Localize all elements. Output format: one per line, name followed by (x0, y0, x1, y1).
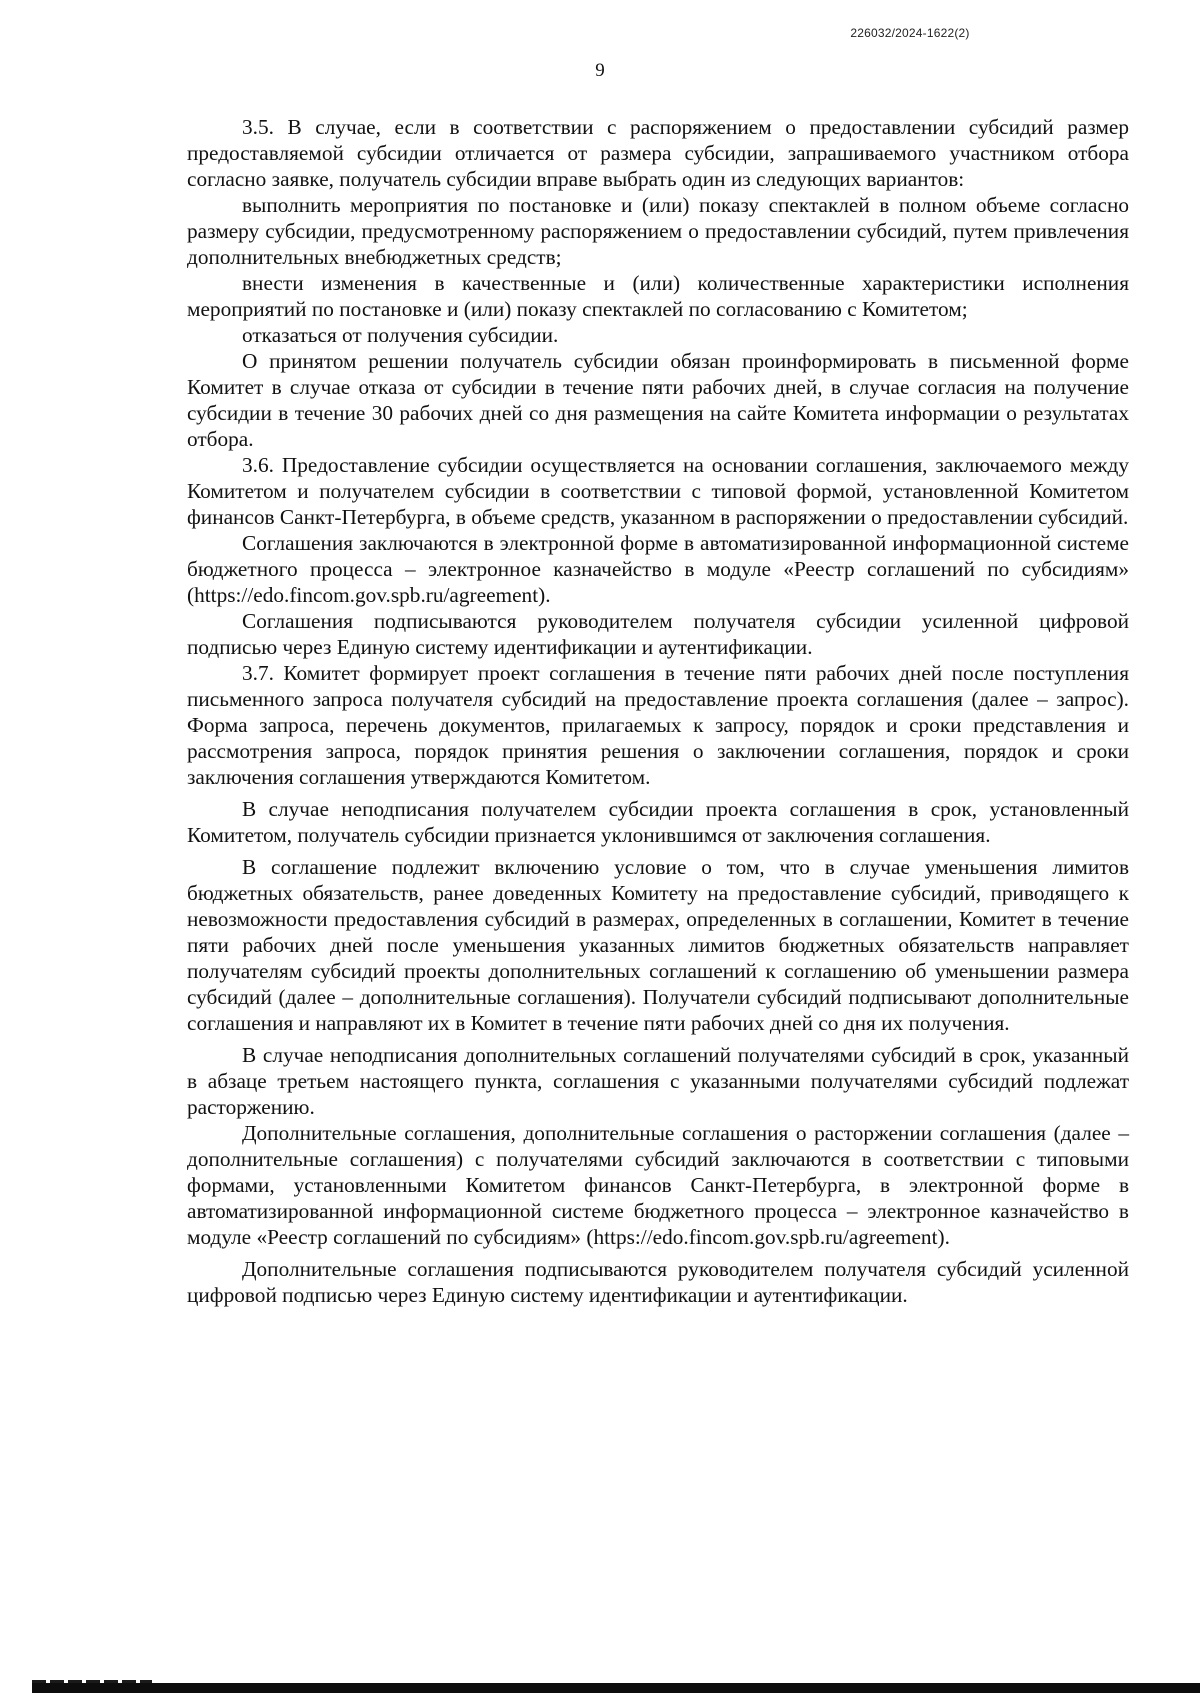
paragraph: О принятом решении получатель субсидии обязан проинформировать в письменной форме Комитет в случае отказа от субсидии в течение пяти рабочих дней, в случае согласия на получение субсидии в течение 30 рабочих дней со дня размещения на сайте Комитета информации о результатах отбора. (187, 349, 1129, 451)
paragraph: В соглашение подлежит включению условие о том, что в случае уменьшения лимитов бюджетных обязательств, ранее доведенных Комитету на предоставление субсидий, приводящего к невозможности предоставления субсидий в размерах, определенных в соглашении, Комитет в течение пяти рабочих дней после уменьшения указанных лимитов бюджетных обязательств направляет получателям субсидий проекты дополнительных соглашений к соглашению об уменьшении размера субсидий (далее – дополнительные соглашения). Получатели субсидий подписывают дополнительные соглашения и направляют их в Комитет в течение пяти рабочих дней со дня их получения. (187, 855, 1129, 1035)
paragraph: В случае неподписания дополнительных соглашений получателями субсидий в срок, указанный в абзаце третьем настоящего пункта, соглашения с указанными получателями субсидий подлежат расторжению. (187, 1043, 1129, 1119)
paragraph: Дополнительные соглашения, дополнительные соглашения о расторжении соглашения (далее – дополнительные соглашения) с получателями субсидий заключаются в соответствии с типовыми формами, установленными Комитетом финансов Санкт-Петербурга, в электронной форме в автоматизированной информационной системе бюджетного процесса – электронное казначейство в модуле «Реестр соглашений по субсидиям» (https://edo.fincom.gov.spb.ru/agreement). (187, 1121, 1129, 1249)
paragraph: Дополнительные соглашения подписываются руководителем получателя субсидий усиленной цифровой подписью через Единую систему идентификации и аутентификации. (187, 1257, 1129, 1307)
paragraph-3-5-intro: 3.5. В случае, если в соответствии с распоряжением о предоставлении субсидий размер предоставляемой субсидии отличается от размера субсидии, запрашиваемого участником отбора согласно заявке, получатель субсидии вправе выбрать один из следующих вариантов: (187, 115, 1129, 191)
paragraph: Соглашения заключаются в электронной форме в автоматизированной информационной системе бюджетного процесса – электронное казначейство в модуле «Реестр соглашений по субсидиям» (https://edo.fincom.gov.spb.ru/agreement). (187, 531, 1129, 607)
paragraph-3-7: 3.7. Комитет формирует проект соглашения в течение пяти рабочих дней после поступления письменного запроса получателя субсидий на предоставление проекта соглашения (далее – запрос). Форма запроса, перечень документов, прилагаемых к запросу, порядок и сроки представления и рассмотрения запроса, порядок принятия решения о заключении соглашения, порядок и сроки заключения соглашения утверждаются Комитетом. (187, 661, 1129, 789)
document-id: 226032/2024-1622(2) (850, 26, 970, 40)
option-paragraph: внести изменения в качественные и (или) количественные характеристики исполнения мероприятий по постановке и (или) показу спектаклей по согласованию с Комитетом; (187, 271, 1129, 321)
document-body (187, 114, 1129, 1308)
paragraph: В случае неподписания получателем субсидии проекта соглашения в срок, установленный Комитетом, получатель субсидии признается уклонившимся от заключения соглашения. (187, 797, 1129, 847)
option-paragraph: отказаться от получения субсидии. (242, 323, 559, 347)
paragraph: Соглашения подписываются руководителем получателя субсидии усиленной цифровой подписью через Единую систему идентификации и аутентификации. (187, 609, 1129, 659)
scan-bottom-bar (32, 1683, 1200, 1693)
option-paragraph: выполнить мероприятия по постановке и (или) показу спектаклей в полном объеме согласно размеру субсидии, предусмотренному распоряжением о предоставлении субсидий, путем привлечения дополнительных внебюджетных средств; (187, 193, 1129, 269)
page-number: 9 (595, 60, 605, 81)
paragraph-3-6: 3.6. Предоставление субсидии осуществляется на основании соглашения, заключаемого между Комитетом и получателем субсидии в соответствии с типовой формой, установленной Комитетом финансов Санкт-Петербурга, в объеме средств, указанном в распоряжении о предоставлении субсидий. (187, 453, 1129, 529)
